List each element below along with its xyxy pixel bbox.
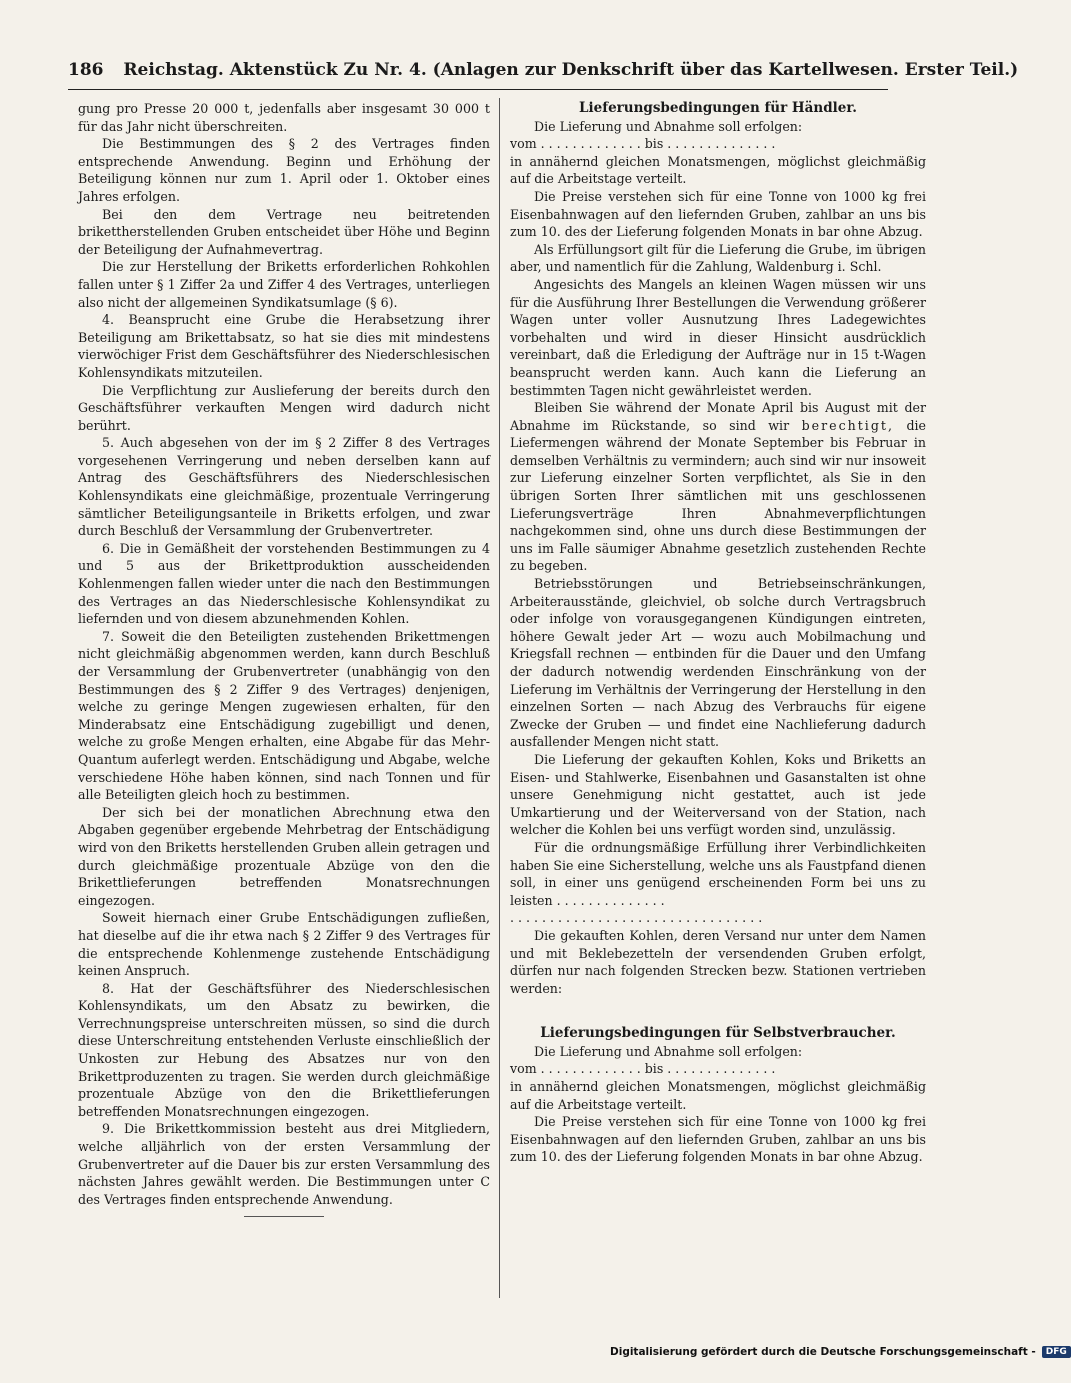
text-run: die Liefermengen während der Monate September bis Februar in demselben Verhältnis zu vermindern; auch sind wir nur insoweit zur Lieferung einzelner Sorten verpflichtet, als Sie in den übrigen Sorten Ihrer sämtlichen mit uns geschlossenen Lieferungsverträge Ihren Abnahmeverpflichtungen nachgekommen sind, ohne uns durch diese Bestimmungen der uns im Falle säumiger Abnahme gesetzlich zustehenden Rechte zu begeben. <box>510 417 926 574</box>
paragraph <box>510 399 926 575</box>
paragraph: Die Verpflichtung zur Auslieferung der bereits durch den Geschäftsführer verkauften Mengen wird dadurch nicht berührt. <box>78 382 490 433</box>
section-heading-consumers: Lieferungsbedingungen für Selbstverbraucher. <box>540 1025 896 1042</box>
paragraph: in annähernd gleichen Monatsmengen, möglichst gleichmäßig auf die Arbeitstage verteilt. <box>510 1079 926 1112</box>
left-column <box>78 100 490 1217</box>
right-column <box>510 100 926 1166</box>
paragraph: Angesichts des Mangels an kleinen Wagen müssen wir uns für die Ausführung Ihrer Bestellungen die Verwendung größerer Wagen unter voller Ausnutzung Ihres Ladegewichtes vorbehalten und wird in dieser Hinsicht ausdrücklich vereinbart, daß die Erledigung der Aufträge nur in 15 t-Wagen beansprucht werden kann. Auch kann die Lieferung an bestimmten Tagen nicht gewährleistet werden. <box>510 276 926 398</box>
paragraph: 6. Die in Gemäßheit der vorstehenden Bestimmungen zu 4 und 5 aus der Brikettproduktion ausscheidenden Kohlenmengen fallen wieder unter die nach den Bestimmungen des Vertrages an das Niederschlesische Kohlensyndikat zu liefernden und von diesem abzunehmenden Kohlen. <box>78 540 490 627</box>
digitization-footer <box>610 1341 1067 1363</box>
paragraph: 5. Auch abgesehen von der im § 2 Ziffer 8 des Vertrages vorgesehenen Verringerung und neben derselben kann auf Antrag des Geschäftsführers des Niederschlesischen Kohlensyndikats eine gleichmäßige, prozentuale Verringerung sämtlicher Beteiligungsanteile in Briketts erfolgen, und zwar durch Beschluß der Versammlung der Grubenvertreter. <box>78 435 490 539</box>
paragraph: gung pro Presse 20 000 t, jedenfalls aber insgesamt 30 000 t für das Jahr nicht überschreiten. <box>78 101 490 134</box>
end-rule <box>244 1216 324 1217</box>
paragraph: 4. Beansprucht eine Grube die Herabsetzung ihrer Beteiligung am Brikettabsatz, so hat sie dies mit mindestens vierwöchiger Frist dem Geschäftsführer des Niederschlesischen Kohlensyndikats mitzuteilen. <box>78 312 490 380</box>
date-blank-line: vom . . . . . . . . . . . . . bis . . . . . . . . . . . . . . <box>510 1061 776 1077</box>
paragraph: 8. Hat der Geschäftsführer des Niederschlesischen Kohlensyndikats, um den Absatz zu bewirken, die Verrechnungspreise unterschreiten müssen, so sind die durch diese Unterschreitung entstehenden Verluste einschließlich der Unkosten zur Hebung des Absatzes nur von den Brikettproduzenten zu tragen. Sie werden durch gleichmäßige prozentuale Abzüge von den die Brikettlieferungen betreffenden Monatsrechnungen eingezogen. <box>78 980 490 1119</box>
paragraph: in annähernd gleichen Monatsmengen, möglichst gleichmäßig auf die Arbeitstage verteilt. <box>510 153 926 187</box>
column-divider <box>499 98 500 1298</box>
paragraph: 9. Die Brikettkommission besteht aus drei Mitgliedern, welche alljährlich von der ersten Versammlung der Grubenvertreter auf die Dauer bis zur ersten Versammlung des nächsten Jahres gewählt werden. Die Bestimmungen unter C des Vertrages finden entsprechende Anwendung. <box>78 1121 490 1207</box>
dfg-logo: DFG <box>1042 1346 1071 1358</box>
page-number: 186 <box>68 60 104 80</box>
paragraph: Die Preise verstehen sich für eine Tonne von 1000 kg frei Eisenbahnwagen auf den liefernden Gruben, zahlbar an uns bis zum 10. des der Lieferung folgenden Monats in bar ohne Abzug. <box>510 188 926 240</box>
paragraph: Die Lieferung der gekauften Kohlen, Koks und Briketts an Eisen- und Stahlwerke, Eisenbahnen und Gasanstalten ist ohne unsere Genehmigung nicht gestattet, auch ist jede Umkartierung und der Weiterversand von der Station, nach welcher die Kohlen bei uns verfügt worden sind, unzulässig. <box>510 751 926 838</box>
section-heading-dealers: Lieferungsbedingungen für Händler. <box>579 100 857 116</box>
date-blank-line: vom . . . . . . . . . . . . . bis . . . . . . . . . . . . . . <box>510 136 776 152</box>
paragraph: Für die ordnungsmäßige Erfüllung ihrer Verbindlichkeiten haben Sie eine Sicherstellung, welche uns als Faustpfand dienen soll, in einer uns genügend erscheinenden Form bei uns zu leisten . . . . . . . . . . . . . . <box>510 839 926 908</box>
paragraph: Die gekauften Kohlen, deren Versand nur unter dem Namen und mit Beklebezetteln der versendenden Gruben erfolgt, dürfen nur nach folgenden Strecken bezw. Stationen vertrieben werden: <box>510 927 926 996</box>
paragraph: Die Bestimmungen des § 2 des Vertrages finden entsprechende Anwendung. Beginn und Erhöhung der Beteiligung können nur zum 1. April oder 1. Oktober eines Jahres erfolgen. <box>78 136 490 204</box>
running-header <box>68 60 1019 90</box>
footer-text: Digitalisierung gefördert durch die Deutsche Forschungsgemeinschaft - <box>610 1346 1036 1358</box>
dotted-blank-line: . . . . . . . . . . . . . . . . . . . . . . . . . . . . . . . . <box>510 910 763 926</box>
paragraph: Betriebsstörungen und Betriebseinschränkungen, Arbeiterausstände, gleichviel, ob solche durch Vertragsbruch oder infolge von vorausgegangenen Kündigungen eintreten, höhere Gewalt jeder Art — wozu auch Mobilmachung und Kriegsfall rechnen — entbinden für die Dauer und den Umfang der dadurch notwendig werdenden Einschränkung von der Lieferung im Verhältnis der Verringerung der Herstellung in den einzelnen Sorten — nach Abzug des Verbrauchs für eigene Zwecke der Gruben — und findet eine Nachlieferung dadurch ausfallender Mengen nicht statt. <box>510 576 926 750</box>
paragraph: Die zur Herstellung der Briketts erforderlichen Rohkohlen fallen unter § 1 Ziffer 2a und Ziffer 4 des Vertrages, unterliegen also nicht der allgemeinen Syndikatsumlage (§ 6). <box>78 259 490 310</box>
paragraph: Der sich bei der monatlichen Abrechnung etwa den Abgaben gegenüber ergebende Mehrbetrag der Entschädigung wird von den Briketts herstellenden Gruben allein getragen und durch gleichmäßige prozentuale Abzüge von den die Brikettlieferungen betreffenden Monatsrechnungen eingezogen. <box>78 804 490 908</box>
paragraph: Die Lieferung und Abnahme soll erfolgen: <box>534 1043 803 1059</box>
paragraph: Bei den dem Vertrage neu beitretenden brikettherstellenden Gruben entscheidet über Höhe und Beginn der Beteiligung der Aufnahmevertrag. <box>78 206 490 257</box>
paragraph: Die Preise verstehen sich für eine Tonne von 1000 kg frei Eisenbahnwagen auf den liefernden Gruben, zahlbar an uns bis zum 10. des der Lieferung folgenden Monats in bar ohne Abzug. <box>510 1114 926 1165</box>
paragraph: 7. Soweit die den Beteiligten zustehenden Brikettmengen nicht gleichmäßig abgenommen werden, kann durch Beschluß der Versammlung der Grubenvertreter (unabhängig von den Bestimmungen des § 2 Ziffer 9 des Vertrages) denjenigen, welche zu geringe Mengen zugewiesen erhalten, für den Minderabsatz eine Entschädigung zugebilligt und denen, welche zu große Mengen erhalten, eine Abgabe für das Mehr-Quantum auferlegt werden. Entschädigung und Abgabe, welche verschiedene Höhe haben können, sind nach Tonnen und für alle Beteiligten gleich hoch zu bestimmen. <box>78 628 490 803</box>
paragraph: Als Erfüllungsort gilt für die Lieferung die Grube, im übrigen aber, und namentlich für die Zahlung, Waldenburg i. Schl. <box>510 241 926 275</box>
paragraph: Die Lieferung und Abnahme soll erfolgen: <box>534 118 803 134</box>
running-title: Reichstag. Aktenstück Zu Nr. 4. (Anlagen zur Denkschrift über das Kartellwesen. Erster Teil.) <box>123 60 1019 80</box>
text-run: Bleiben Sie während der Monate April bis August mit der Abnahme im Rückstande, so sind wir <box>510 400 926 433</box>
paragraph: Soweit hiernach einer Grube Entschädigungen zufließen, hat dieselbe auf die ihr etwa nach § 2 Ziffer 9 des Vertrages für die entsprechende Kohlenmenge zustehende Entschädigung keinen Anspruch. <box>78 910 490 979</box>
spaced-emphasis: berechtigt, <box>801 417 894 433</box>
